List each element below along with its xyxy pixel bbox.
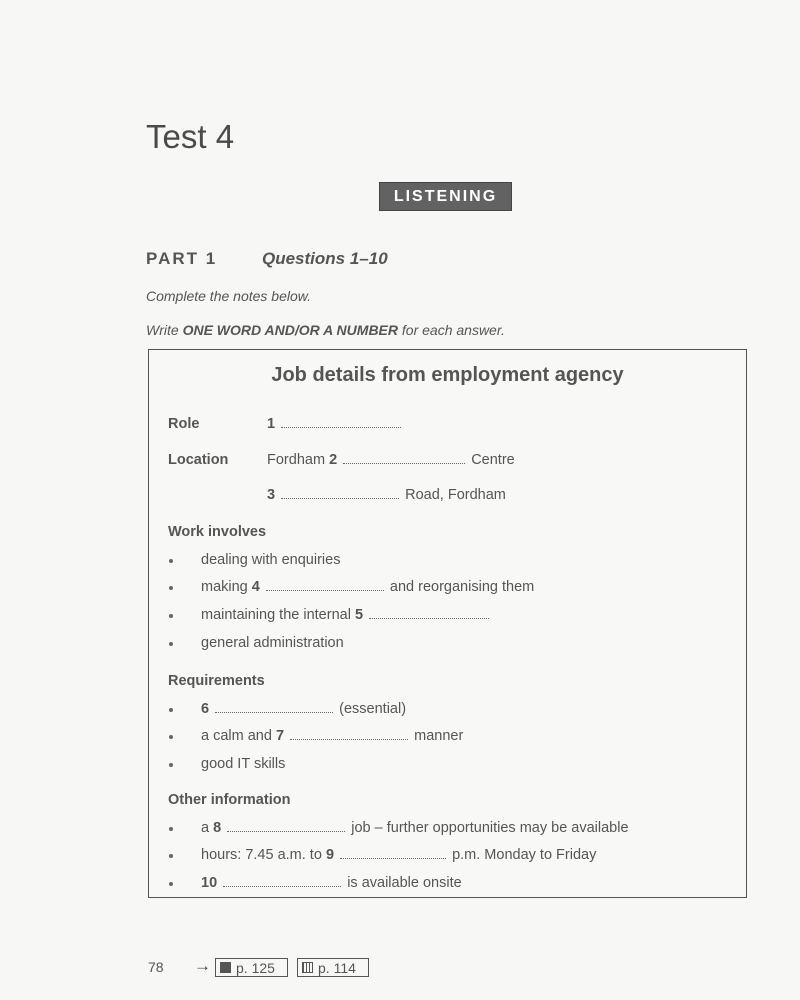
notes-box: Job details from employment agency Role 1 Location Fordham 2 Centre 3 Road, Fordham Work involves dealing with enquiries making 4 and reorganising them maintaining the internal 5 general administration Requirements 6 (essential) a calm and 7 manner good IT skills Other information a 8 job – further opportunities may be available hours: 7.45 a.m. to 9 p.m. Monday to Friday 10 is available onsite [148,349,747,898]
answer-key-icon [302,962,313,973]
bullet-icon [169,586,173,590]
answer-gap[interactable] [290,738,408,740]
work-involves-heading: Work involves [168,524,267,540]
bullet-icon [169,642,173,646]
bullet-icon [169,827,173,831]
location-row [168,452,228,468]
answer-gap[interactable] [343,462,465,464]
bullet-icon [169,735,173,739]
section-badge: LISTENING [379,182,512,211]
answer-key-reference[interactable] [297,958,369,977]
answer-gap[interactable] [215,711,333,713]
page-number: 78 [148,959,164,975]
questions-range: Questions 1–10 [262,249,388,268]
answer-gap[interactable] [227,830,345,832]
test-title: Test 4 [146,118,235,155]
role-label: Role [168,416,200,432]
arrow-right-icon: → [194,956,211,975]
bullet-icon [169,882,173,886]
answer-1-line: 1 [267,416,403,432]
audio-script-icon [220,962,231,973]
answer-gap[interactable] [369,617,489,619]
answer-key-page: p. 114 [318,959,356,976]
audio-script-page: p. 125 [236,959,275,976]
part-label: PART 1 [146,249,218,268]
location-label: Location [168,452,229,468]
instruction-word-limit: Write ONE WORD AND/OR A NUMBER for each answer. [146,322,505,338]
audio-script-reference[interactable] [215,958,288,977]
answer-2-line: Fordham 2 Centre [267,452,515,468]
bullet-icon [169,708,173,712]
bullet-icon [169,763,173,767]
requirements-heading: Requirements [168,673,265,689]
role-row [168,416,199,432]
notes-title: Job details from employment agency [271,364,624,386]
instruction-complete-notes: Complete the notes below. [146,288,311,304]
other-information-heading: Other information [168,792,291,808]
answer-gap[interactable] [266,589,384,591]
answer-3-line: 3 Road, Fordham [267,487,506,503]
answer-gap[interactable] [281,497,399,499]
answer-gap[interactable] [281,426,401,428]
answer-gap[interactable] [340,857,446,859]
bullet-icon [169,854,173,858]
bullet-icon [169,559,173,563]
bullet-icon [169,614,173,618]
answer-gap[interactable] [223,885,341,887]
